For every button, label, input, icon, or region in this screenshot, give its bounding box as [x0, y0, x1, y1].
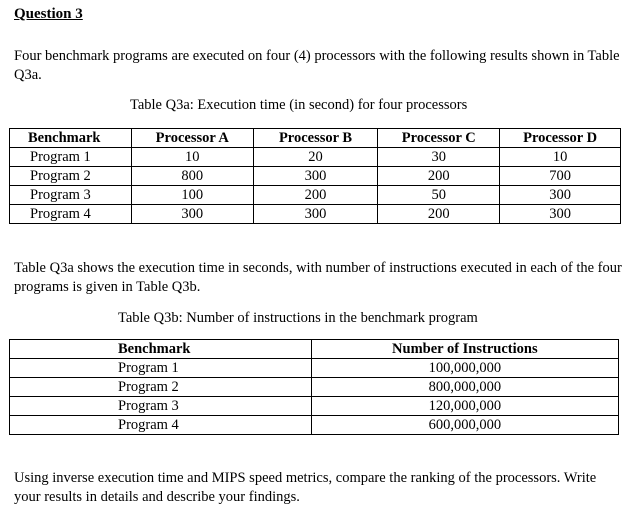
table-a-header-benchmark: Benchmark — [10, 129, 132, 148]
instruction-count-cell: 100,000,000 — [311, 359, 618, 378]
table-a-caption: Table Q3a: Execution time (in second) for four processors — [130, 97, 468, 113]
time-cell: 200 — [253, 186, 378, 205]
table-row — [10, 186, 621, 205]
time-cell: 800 — [131, 167, 253, 186]
benchmark-cell: Program 2 — [10, 167, 132, 186]
table-a-header-processor-b: Processor B — [253, 129, 378, 148]
instruction-count-cell: 120,000,000 — [311, 397, 618, 416]
time-cell: 300 — [500, 205, 621, 224]
time-cell: 10 — [500, 148, 621, 167]
time-cell: 20 — [253, 148, 378, 167]
question-heading: Question 3 — [14, 6, 83, 22]
time-cell: 300 — [131, 205, 253, 224]
table-row — [10, 378, 619, 397]
time-cell: 200 — [378, 167, 500, 186]
table-b-header-row — [10, 340, 619, 359]
table-b-header-benchmark: Benchmark — [10, 340, 312, 359]
table-a-header-processor-d: Processor D — [500, 129, 621, 148]
table-row — [10, 416, 619, 435]
benchmark-cell: Program 3 — [10, 397, 312, 416]
instruction-count-cell: 600,000,000 — [311, 416, 618, 435]
table-a-header-row — [10, 129, 621, 148]
table-a-header-processor-a: Processor A — [131, 129, 253, 148]
table-row — [10, 148, 621, 167]
table-b-caption: Table Q3b: Number of instructions in the benchmark program — [118, 310, 478, 326]
table-b-header-instructions: Number of Instructions — [311, 340, 618, 359]
benchmark-cell: Program 3 — [10, 186, 132, 205]
time-cell: 700 — [500, 167, 621, 186]
time-cell: 300 — [500, 186, 621, 205]
table-a-header-processor-c: Processor C — [378, 129, 500, 148]
instruction-count-cell: 800,000,000 — [311, 378, 618, 397]
time-cell: 30 — [378, 148, 500, 167]
table-row — [10, 397, 619, 416]
time-cell: 10 — [131, 148, 253, 167]
middle-paragraph: Table Q3a shows the execution time in seconds, with number of instructions executed in each of the four programs is given in Table Q3b. — [14, 260, 622, 295]
instruction-count-table — [9, 339, 619, 435]
time-cell: 200 — [378, 205, 500, 224]
closing-paragraph: Using inverse execution time and MIPS speed metrics, compare the ranking of the processors. Write your results in details and describe your findings. — [14, 470, 597, 505]
time-cell: 50 — [378, 186, 500, 205]
intro-paragraph: Four benchmark programs are executed on four (4) processors with the following results shown in Table Q3a. — [14, 48, 620, 83]
table-row — [10, 359, 619, 378]
benchmark-cell: Program 1 — [10, 359, 312, 378]
time-cell: 300 — [253, 205, 378, 224]
benchmark-cell: Program 1 — [10, 148, 132, 167]
table-row — [10, 205, 621, 224]
time-cell: 100 — [131, 186, 253, 205]
table-row — [10, 167, 621, 186]
benchmark-cell: Program 4 — [10, 205, 132, 224]
benchmark-cell: Program 2 — [10, 378, 312, 397]
benchmark-cell: Program 4 — [10, 416, 312, 435]
execution-time-table — [9, 128, 621, 224]
time-cell: 300 — [253, 167, 378, 186]
